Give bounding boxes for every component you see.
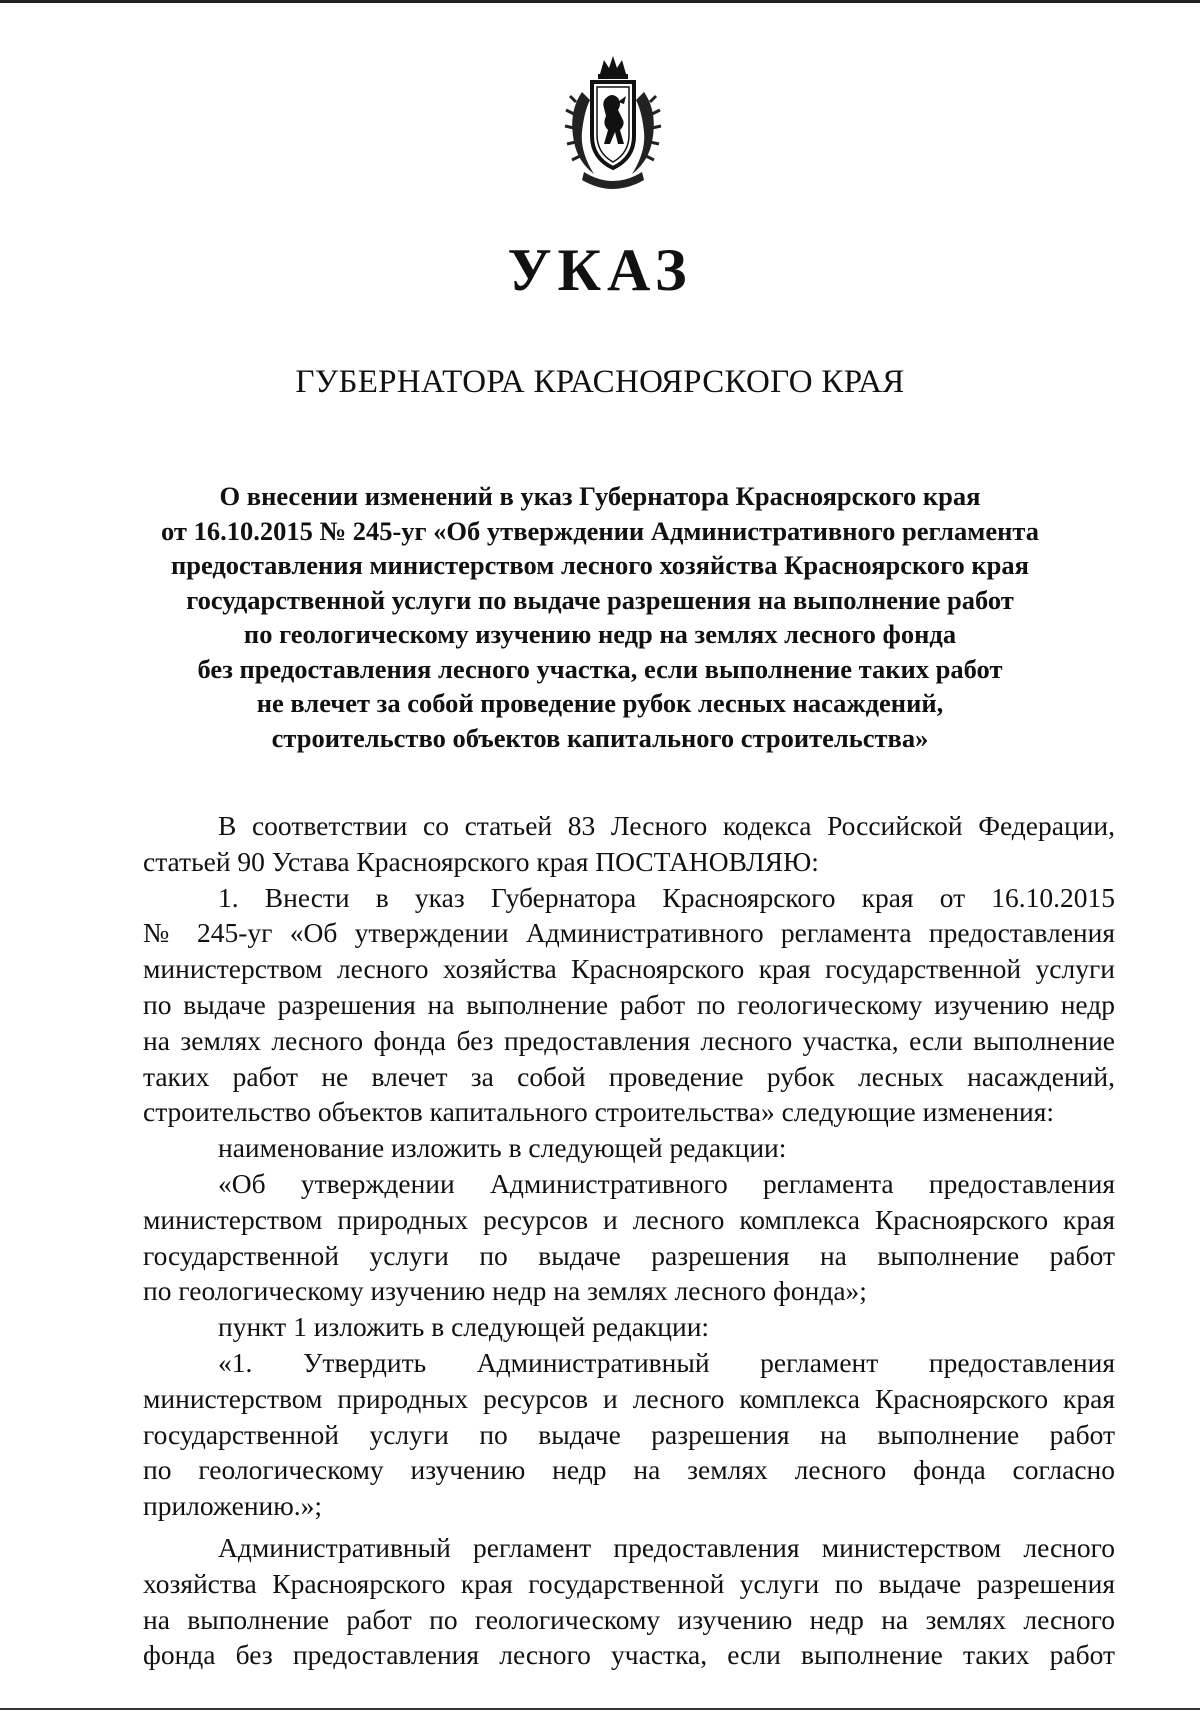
body-line: государственной услуги по выдаче разрешения на выполнение работ — [143, 1418, 1115, 1450]
body-line: В соответствии со статьей 83 Лесного кодекса Российской Федерации, — [218, 810, 1115, 841]
body-line: статьей 90 Устава Красноярского края ПОСТАНОВЛЯЮ: — [143, 845, 819, 877]
naming-intro: наименование изложить в следующей редакции: — [218, 1132, 787, 1164]
body-line: № 245-уг «Об утверждении Административного регламента предоставления — [143, 917, 1115, 949]
issuer-title: ГУБЕРНАТОРА КРАСНОЯРСКОГО КРАЯ — [295, 364, 905, 400]
scan-edge-top — [0, 0, 1200, 3]
title-line: О внесении изменений в указ Губернатора Красноярского края — [219, 481, 981, 511]
coat-of-arms-icon — [560, 52, 666, 192]
title-line: государственной услуги по выдаче разрешения на выполнение работ — [186, 584, 1014, 615]
title-line: от 16.10.2015 № 245-уг «Об утверждении Административного регламента — [161, 515, 1039, 546]
body-line: хозяйства Красноярского края государственной услуги по выдаче разрешения — [143, 1567, 1115, 1599]
body-line: строительство объектов капитального строительства» следующие изменения: — [143, 1096, 1055, 1128]
point-1-intro: пункт 1 изложить в следующей редакции: — [218, 1311, 710, 1343]
body-line: по выдаче разрешения на выполнение работ по геологическому изучению недр — [143, 988, 1115, 1020]
body-line: министерством природных ресурсов и лесного комплекса Красноярского края — [143, 1203, 1115, 1235]
body-line: государственной услуги по выдаче разрешения на выполнение работ — [143, 1239, 1115, 1271]
item-1-paragraph — [143, 880, 1115, 1131]
title-line: строительство объектов капитального строительства» — [271, 722, 929, 753]
body-line: 1. Внести в указ Губернатора Красноярского края от 16.10.2015 — [218, 881, 1115, 913]
body-line: на выполнение работ по геологическому изучению недр на землях лесного — [143, 1603, 1115, 1635]
body-line: на землях лесного фонда без предоставления лесного участка, если выполнение — [143, 1024, 1115, 1056]
body-line: фонда без предоставления лесного участка, если выполнение таких работ — [143, 1639, 1115, 1671]
body-line: таких работ не влечет за собой проведение рубок лесных насаждений, — [143, 1060, 1115, 1092]
title-line: без предоставления лесного участка, если выполнение таких работ — [197, 653, 1003, 684]
body-line: министерством природных ресурсов и лесного комплекса Красноярского края — [143, 1382, 1115, 1414]
body-line: министерством лесного хозяйства Красноярского края государственной услуги — [143, 953, 1115, 985]
title-line: по геологическому изучению недр на землях лесного фонда — [243, 619, 957, 649]
body-line: по геологическому изучению недр на землях лесного фонда согласно — [143, 1454, 1115, 1486]
body-line: «Об утверждении Административного регламента предоставления — [218, 1167, 1115, 1199]
preamble-paragraph — [143, 808, 1115, 880]
body-line: по геологическому изучению недр на землях лесного фонда»; — [143, 1275, 867, 1307]
body-line: Административный регламент предоставления министерством лесного — [218, 1531, 1115, 1563]
naming-paragraph — [143, 1166, 1115, 1309]
document-type: УКАЗ — [507, 237, 693, 303]
regulation-paragraph — [143, 1530, 1115, 1673]
decree-title — [110, 479, 1090, 755]
scan-edge-bottom — [0, 1708, 1200, 1710]
body-line: «1. Утвердить Административный регламент предоставления — [218, 1346, 1115, 1378]
title-line: предоставления министерством лесного хозяйства Красноярского края — [170, 550, 1029, 580]
body-line: приложению.»; — [143, 1490, 323, 1522]
title-line: не влечет за собой проведение рубок лесных насаждений, — [256, 688, 944, 718]
decree-body — [143, 808, 1115, 1673]
point-1-paragraph — [143, 1345, 1115, 1524]
